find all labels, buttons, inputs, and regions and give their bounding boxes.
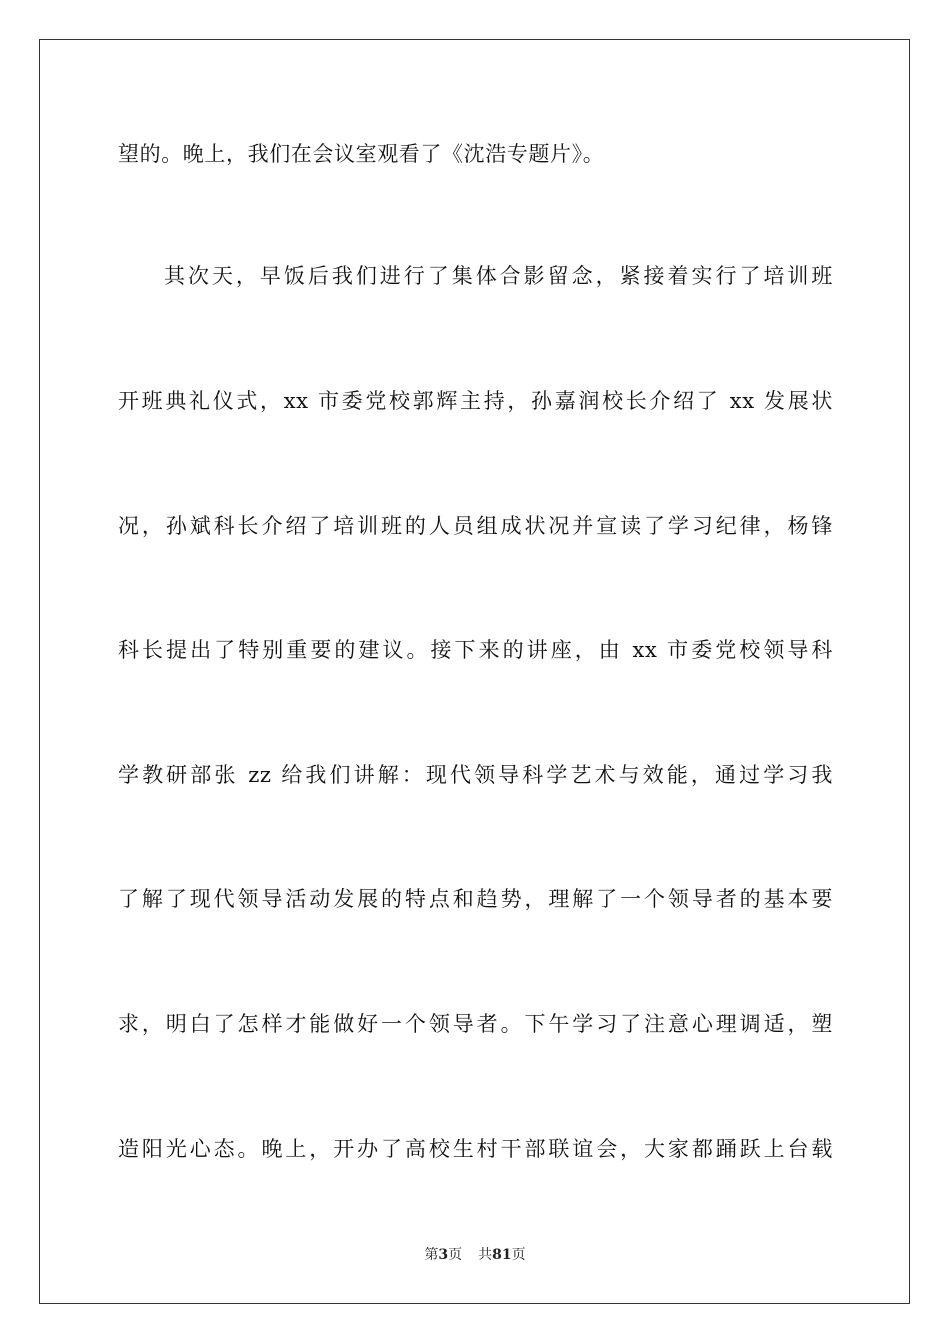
text-line-7: 了解了现代领导活动发展的特点和趋势，理解了一个领导者的基本要: [118, 887, 833, 911]
text-line-1: 望的。晚上，我们在会议室观看了《沈浩专题片》。: [118, 142, 605, 166]
page-number: 3: [438, 1247, 449, 1263]
page-footer: [0, 1246, 950, 1264]
text-line-4: 况，孙斌科长介绍了培训班的人员组成状况并宣读了学习纪律，杨锋: [118, 514, 833, 538]
page-border: [39, 39, 910, 1304]
text-line-6: 学教研部张 zz 给我们讲解：现代领导科学艺术与效能，通过学习我: [118, 763, 833, 787]
total-pages: 81: [492, 1247, 512, 1263]
page-prefix: 第: [424, 1247, 439, 1263]
total-suffix: 页: [511, 1247, 526, 1263]
total-prefix: 共: [478, 1247, 493, 1263]
text-line-5: 科长提出了特别重要的建议。接下来的讲座，由 xx 市委党校领导科: [118, 638, 833, 662]
text-line-8: 求，明白了怎样才能做好一个领导者。下午学习了注意心理调适，塑: [118, 1012, 833, 1036]
text-line-2: 其次天，早饭后我们进行了集体合影留念，紧接着实行了培训班: [164, 264, 833, 288]
text-line-3: 开班典礼仪式，xx 市委党校郭辉主持，孙嘉润校长介绍了 xx 发展状: [118, 389, 833, 413]
text-line-9: 造阳光心态。晚上，开办了高校生村干部联谊会，大家都踊跃上台载: [118, 1137, 833, 1161]
page-suffix: 页: [448, 1247, 463, 1263]
